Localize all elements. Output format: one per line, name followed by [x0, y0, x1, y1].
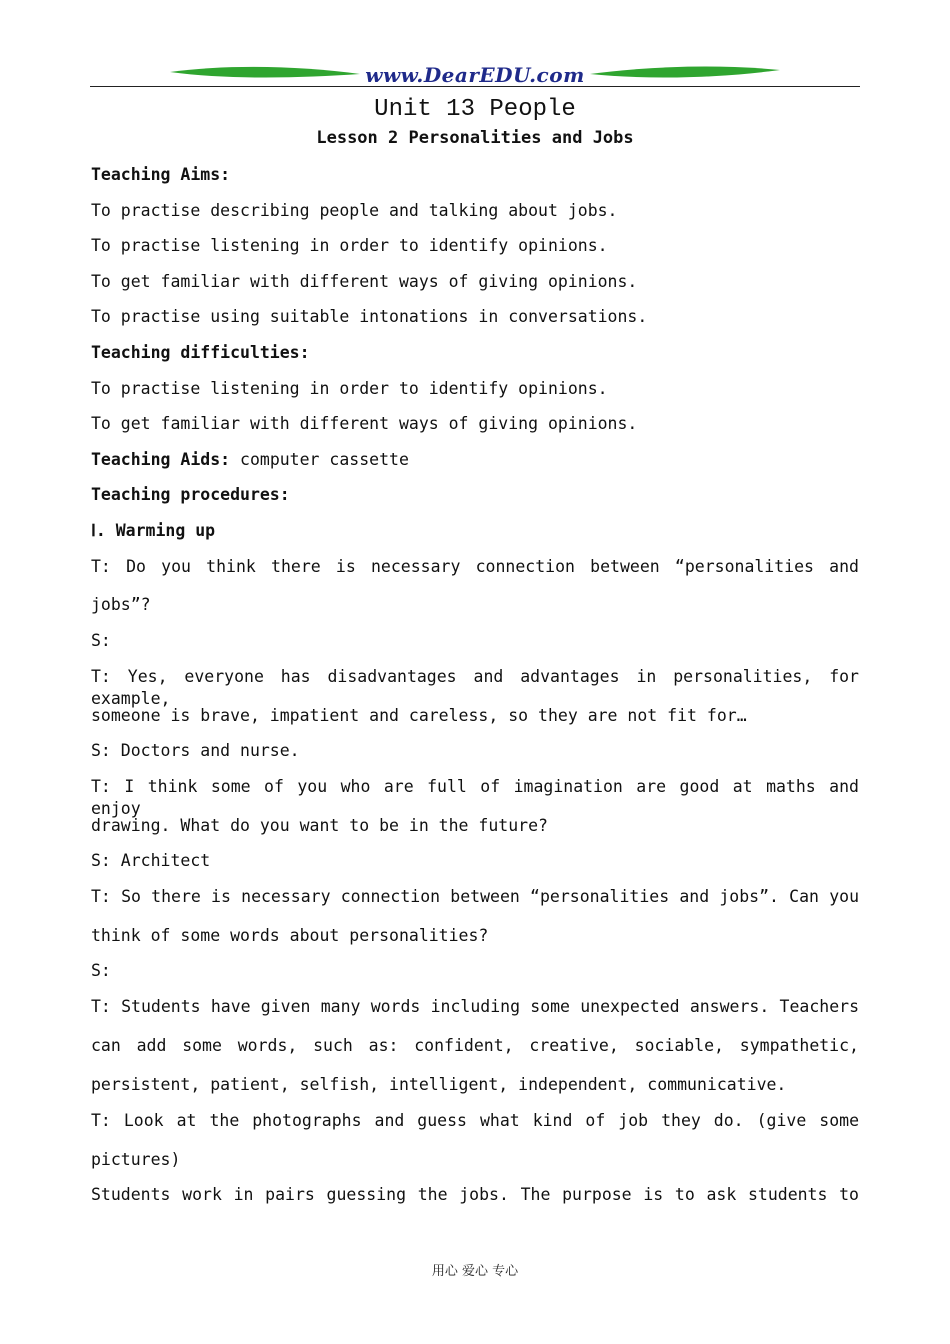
text-line: [91, 520, 859, 542]
text-line: [91, 449, 859, 471]
line-text: T: Do you think there is necessary connection between “personalities and: [91, 557, 859, 576]
text-line: [91, 1184, 859, 1206]
page-subtitle: Lesson 2 Personalities and Jobs: [316, 128, 634, 148]
line-text: S:: [91, 961, 111, 980]
text-line: [91, 630, 859, 652]
line-text: persistent, patient, selfish, intelligent, independent, communicative.: [91, 1075, 787, 1094]
text-line: [91, 556, 859, 578]
line-text: Teaching Aims:: [91, 165, 231, 184]
line-text: To practise describing people and talking about jobs.: [91, 201, 618, 220]
text-line: [91, 271, 859, 293]
line-text: computer cassette: [230, 450, 409, 469]
line-text: T: So there is necessary connection between “personalities and jobs”. Can you: [91, 887, 859, 906]
line-text: T: Yes, everyone has disadvantages and advantages in personalities, for example,: [91, 667, 859, 708]
line-text: S:: [91, 631, 111, 650]
line-text: someone is brave, impatient and careless, so they are not fit for…: [91, 706, 747, 725]
text-line: [91, 306, 859, 328]
text-line: [91, 1149, 859, 1171]
text-line: [91, 996, 859, 1018]
site-header: [90, 58, 860, 90]
text-line: [91, 200, 859, 222]
header-rule: [90, 86, 860, 87]
text-line: [91, 740, 859, 762]
text-line: [91, 886, 859, 908]
line-text: Teaching procedures:: [91, 485, 290, 504]
text-line: [91, 1035, 859, 1057]
text-line: [91, 164, 859, 186]
text-line: [91, 815, 859, 837]
line-text: T: Look at the photographs and guess what kind of job they do. (give some: [91, 1111, 859, 1130]
line-text: T: Students have given many words including some unexpected answers. Teachers: [91, 997, 859, 1016]
line-text: To practise listening in order to identify opinions.: [91, 236, 608, 255]
line-text: To practise listening in order to identify opinions.: [91, 379, 608, 398]
text-line: [91, 850, 859, 872]
line-text: To get familiar with different ways of giving opinions.: [91, 414, 638, 433]
line-label: Teaching Aids:: [91, 450, 231, 469]
line-text: T: I think some of you who are full of imagination are good at maths and enjoy: [91, 777, 859, 818]
line-text: S: Architect: [91, 851, 211, 870]
text-line: [91, 960, 859, 982]
text-line: [91, 776, 859, 820]
line-text: Ⅰ. Warming up: [91, 521, 216, 540]
text-line: [91, 705, 859, 727]
text-line: [91, 342, 859, 364]
text-line: [91, 666, 859, 710]
text-line: [91, 235, 859, 257]
page-title: Unit 13 People: [374, 96, 576, 123]
line-text: think of some words about personalities?: [91, 926, 489, 945]
page-footer: 用心 爱心 专心: [431, 1264, 519, 1279]
line-text: pictures): [91, 1150, 181, 1169]
text-line: [91, 378, 859, 400]
text-line: [91, 925, 859, 947]
line-text: S: Doctors and nurse.: [91, 741, 300, 760]
text-line: [91, 1074, 859, 1096]
text-line: [91, 594, 859, 616]
line-text: Teaching difficulties:: [91, 343, 310, 362]
line-text: To get familiar with different ways of giving opinions.: [91, 272, 638, 291]
text-line: [91, 1110, 859, 1132]
text-line: [91, 413, 859, 435]
line-text: can add some words, such as: confident, creative, sociable, sympathetic,: [91, 1036, 859, 1055]
text-line: [91, 484, 859, 506]
line-text: Students work in pairs guessing the jobs. The purpose is to ask students to: [91, 1185, 859, 1204]
line-text: drawing. What do you want to be in the future?: [91, 816, 548, 835]
line-text: To practise using suitable intonations in conversations.: [91, 307, 648, 326]
site-logo-text[interactable]: www.DearEDU.com: [365, 63, 585, 87]
line-text: jobs”?: [91, 595, 151, 614]
